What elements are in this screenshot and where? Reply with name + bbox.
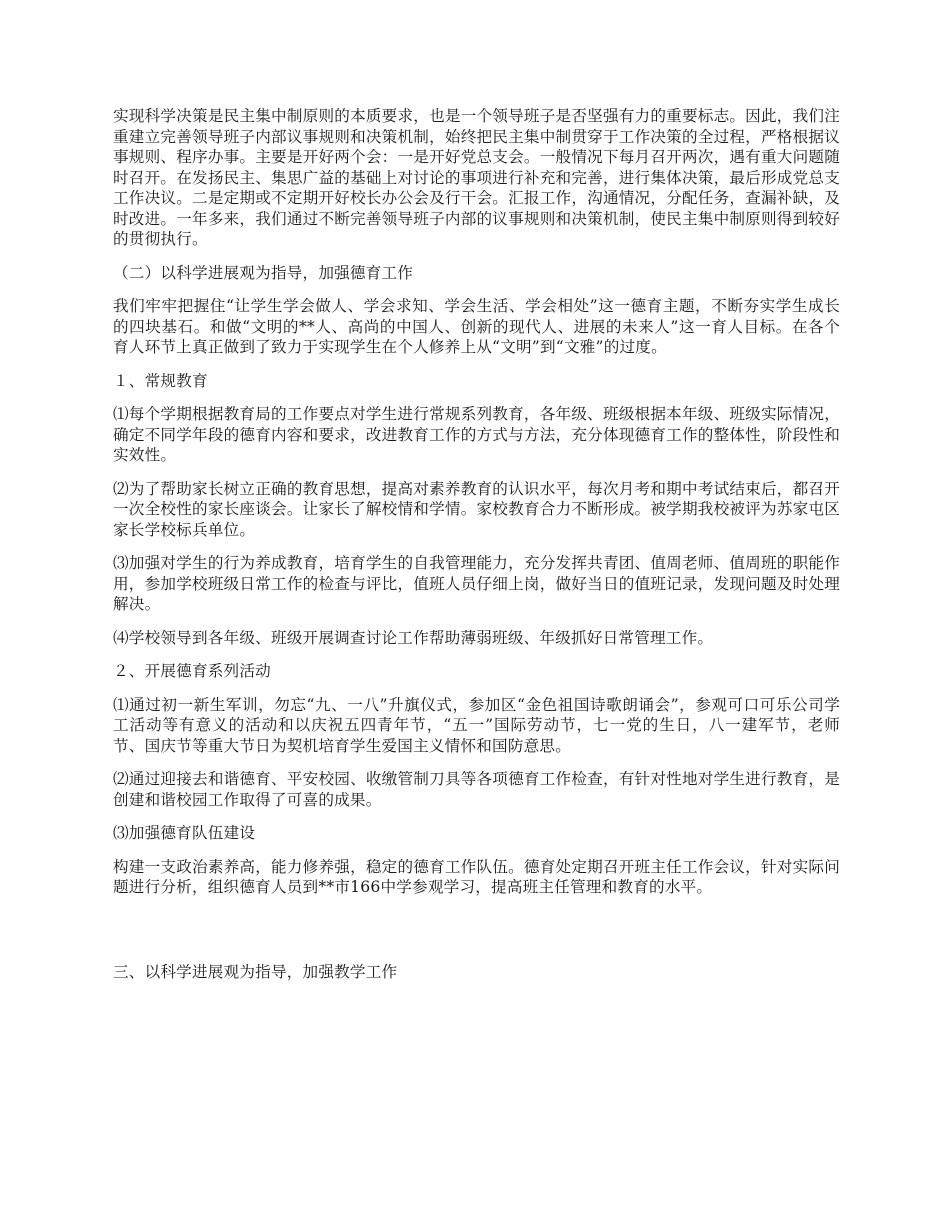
list-item-activities-2: ⑵通过迎接去和谐德育、平安校园、收缴管制刀具等各项德育工作检查，有针对性地对学生进行教育，是创建和谐校园工作取得了可喜的成果。 bbox=[113, 770, 840, 809]
paragraph-moral-theme: 我们牢牢把握住“让学生学会做人、学会求知、学会生活、学会相处”这一德育主题，不断夯实学生成长的四块基石。和做“文明的**人、高尚的中国人、创新的现代人、进展的未来人”这一育人目标。在各个育人环节上真正做到了致力于实现学生在个人修养上从“文明”到“文雅”的过度。 bbox=[113, 297, 840, 356]
section-heading-moral-education: （二）以科学进展观为指导，加强德育工作 bbox=[113, 263, 414, 282]
paragraph-democratic-decision: 实现科学决策是民主集中制原则的本质要求，也是一个领导班子是否坚强有力的重要标志。因此，我们注重建立完善领导班子内部议事规则和决策机制，始终把民主集中制贯穿于工作决策的全过程，严格根据议事规则、程序办事。主要是开好两个会：一是开好党总支会。一般情况下每月召开两次，遇有重大问题随时召开。在发扬民主、集思广益的基础上对讨论的事项进行补充和完善，进行集体决策，最后形成党总支工作决议。二是定期或不定期开好校长办公会及行干会。汇报工作，沟通情况，分配任务，查漏补缺，及时改进。一年多来，我们通过不断完善领导班子内部的议事规则和决策机制，使民主集中制原则得到较好的贯彻执行。 bbox=[113, 107, 840, 248]
subheading-routine-education: １、常规教育 bbox=[113, 371, 208, 390]
section-heading-teaching: 三、以科学进展观为指导，加强教学工作 bbox=[113, 962, 398, 981]
list-item-routine-1: ⑴每个学期根据教育局的工作要点对学生进行常规系列教育，各年级、班级根据本年级、班级实际情况，确定不同学年段的德育内容和要求，改进教育工作的方式与方法，充分体现德育工作的整体性，阶段性和实效性。 bbox=[113, 405, 840, 464]
list-item-routine-4: ⑷学校领导到各年级、班级开展调查讨论工作帮助薄弱班级、年级抓好日常管理工作。 bbox=[113, 628, 714, 647]
list-item-routine-2: ⑵为了帮助家长树立正确的教育思想，提高对素养教育的认识水平，每次月考和期中考试结束后，都召开一次全校性的家长座谈会。让家长了解校情和学情。家校教育合力不断形成。被学期我校被评为苏家屯区家长学校标兵单位。 bbox=[113, 479, 840, 539]
paragraph-team-building: 构建一支政治素养高，能力修养强，稳定的德育工作队伍。德育处定期召开班主任工作会议，针对实际问题进行分析，组织德育人员到**市166中学参观学习，提高班主任管理和教育的水平。 bbox=[113, 857, 840, 896]
document-body bbox=[113, 106, 840, 995]
list-item-routine-3: ⑶加强对学生的行为养成教育，培育学生的自我管理能力，充分发挥共青团、值周老师、值周班的职能作用，参加学校班级日常工作的检查与评比，值班人员仔细上岗，做好当日的值班记录，发现问题及时处理解决。 bbox=[113, 554, 840, 613]
list-item-activities-3: ⑶加强德育队伍建设 bbox=[113, 824, 256, 842]
list-item-activities-1: ⑴通过初一新生军训，勿忘“九、一八”升旗仪式，参加区“金色祖国诗歌朗诵会”，参观可口可乐公司学工活动等有意义的活动和以庆祝五四青年节，“五一”国际劳动节，七一党的生日，八一建军节，老师节、国庆节等重大节日为契机培育学生爱国主义情怀和国防意思。 bbox=[113, 695, 840, 755]
subheading-moral-activities: ２、开展德育系列活动 bbox=[113, 662, 271, 680]
